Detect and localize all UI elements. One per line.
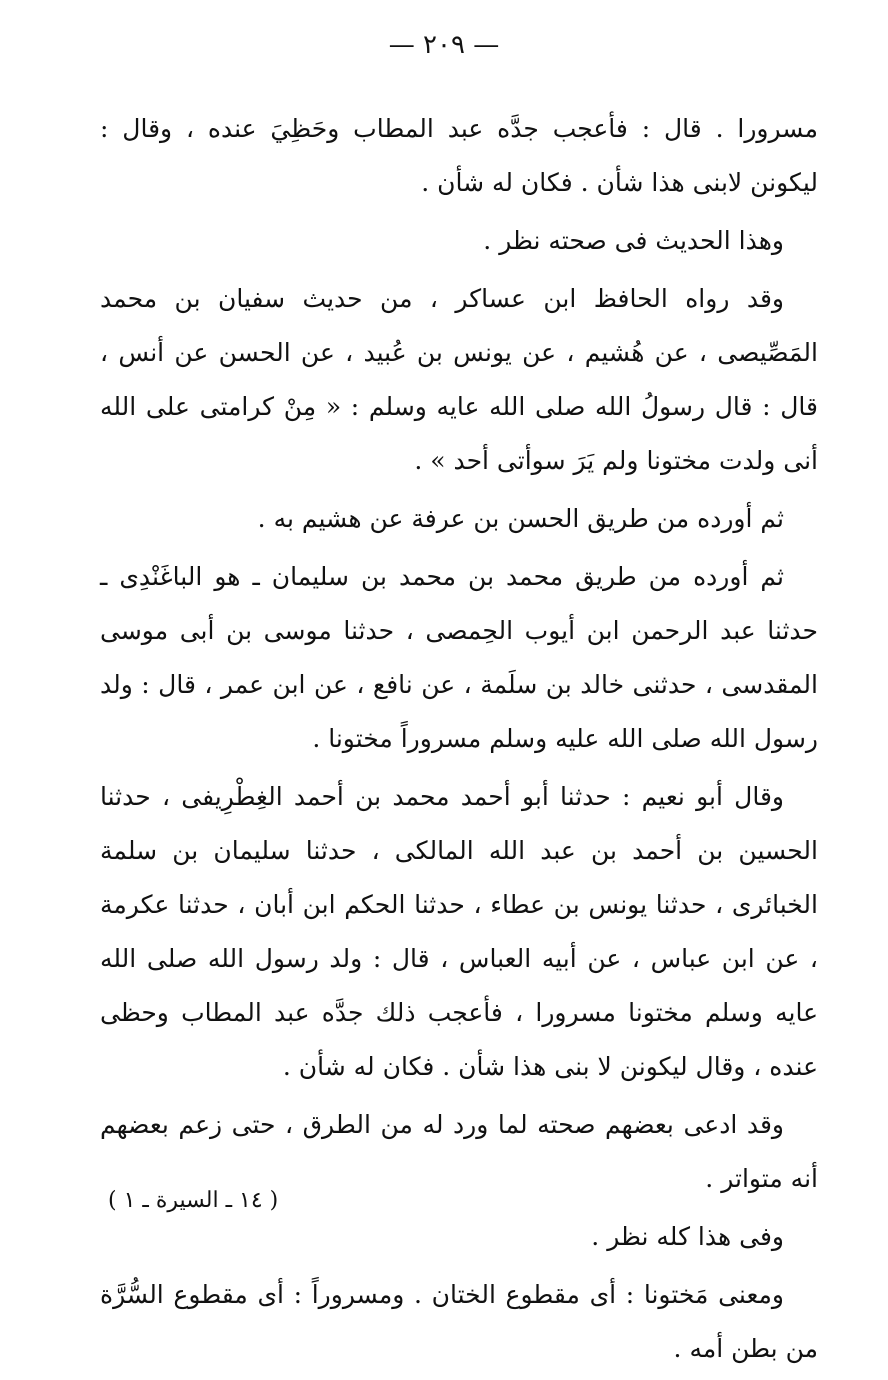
printer-signature: ( ١٤ ـ السيرة ـ ١ ) xyxy=(108,1188,279,1213)
paragraph: وقال أبو نعيم : حدثنا أبو أحمد محمد بن أحمد الغِطْرِيفى ، حدثنا الحسين بن أحمد بن عبد الله المالكى ، حدثنا سليمان بن سلمة الخبائرى ، حدثنا يونس بن عطاء ، حدثنا الحكم ابن أبان ، حدثنا عكرمة ، عن ابن عباس ، عن أبيه العباس ، قال : ولد رسول الله صلى الله عايه وسلم مختونا مسرورا ، فأعجب ذلك جدَّه عبد المطاب وحظى عنده ، وقال ليكونن لا بنى هذا شأن . فكان له شأن . xyxy=(100,782,818,1081)
paragraph: ثم أورده من طريق محمد بن محمد بن سليمان ـ هو الباغَنْدِى ـ حدثنا عبد الرحمن ابن أيوب الحِمصى ، حدثنا موسى بن أبى موسى المقدسى ، حدثنى خالد بن سلَمة ، عن نافع ، عن ابن عمر ، قال : ولد رسول الله صلى الله عليه وسلم مسروراً مختونا . xyxy=(100,562,818,753)
page-number: — ٢٠٩ — xyxy=(388,30,500,60)
paragraph: وفى هذا كله نظر . xyxy=(591,1222,784,1251)
paragraph: ومعنى مَختونا : أى مقطوع الختان . ومسروراً : أى مقطوع السُّرَّة من بطن أمه . xyxy=(100,1280,818,1363)
paragraph: مسرورا . قال : فأعجب جدَّه عبد المطاب وحَظِيَ عنده ، وقال : ليكونن لابنى هذا شأن . فكان له شأن . xyxy=(100,114,818,197)
paragraph: ثم أورده من طريق الحسن بن عرفة عن هشيم به . xyxy=(257,504,784,533)
paragraph: وقد ادعى بعضهم صحته لما ورد له من الطرق ، حتى زعم بعضهم أنه متواتر . xyxy=(100,1110,818,1193)
paragraph: وقد رواه الحافظ ابن عساكر ، من حديث سفيان بن محمد المَصِّيصى ، عن هُشيم ، عن يونس بن عُبيد ، عن الحسن عن أنس ، قال : قال رسولُ الله صلى الله عايه وسلم : « مِنْ كرامتى على الله أنى ولدت مختونا ولم يَرَ سوأتى أحد » . xyxy=(100,284,818,475)
paragraph: وهذا الحديث فى صحته نظر . xyxy=(483,226,784,255)
